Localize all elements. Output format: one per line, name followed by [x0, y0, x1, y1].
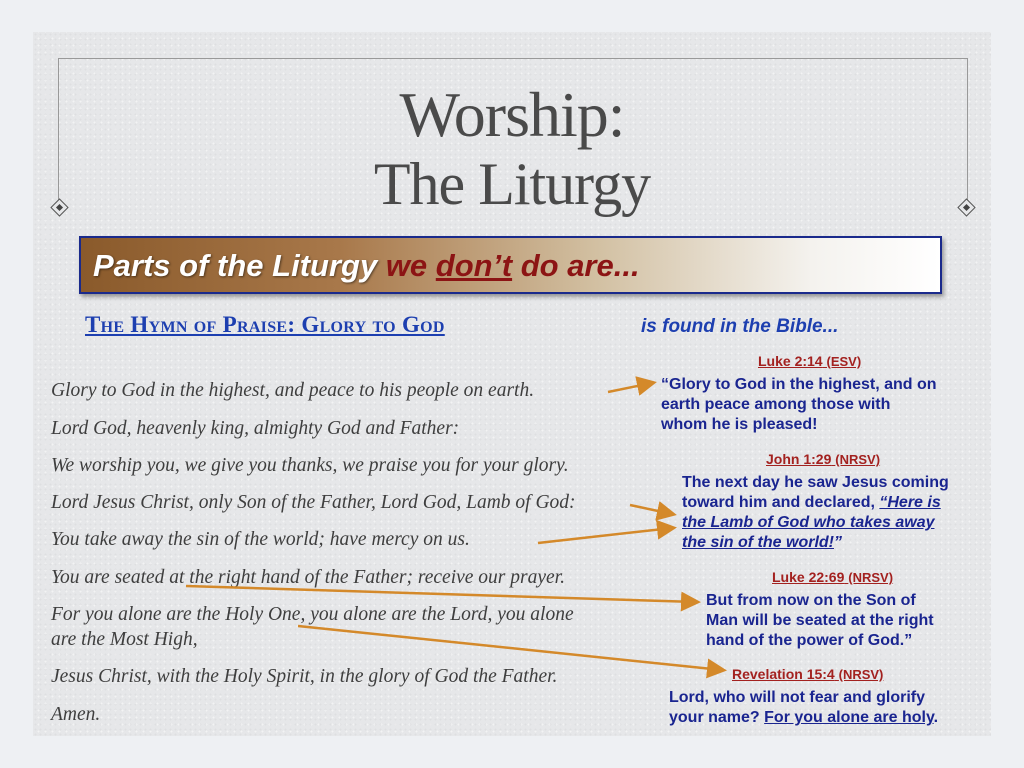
arrow-seated-to-luke: [186, 586, 696, 602]
quote-line: The next day he saw Jesus coming: [682, 474, 949, 491]
hymn-line: Jesus Christ, with the Holy Spirit, in the glory of God the Father.: [51, 666, 558, 687]
hymn-line: We worship you, we give you thanks, we praise you for your glory.: [51, 455, 569, 476]
quote-line: the Lamb of God who takes away: [682, 514, 935, 531]
hymn-line: Lord God, heavenly king, almighty God and Father:: [51, 418, 460, 439]
banner-part-b: we: [385, 248, 436, 283]
hymn-title: The Hymn of Praise: Glory to God: [85, 312, 445, 337]
ref-name: Revelation 15:4: [732, 666, 835, 682]
quote-line: hand of the power of God.”: [706, 632, 913, 649]
quote-line: But from now on the Son of: [706, 592, 916, 609]
title-line-1: Worship:: [399, 79, 625, 150]
hymn-line: You are seated at the right hand of the Father; receive our prayer.: [51, 567, 565, 588]
quote-emphasis: the sin of the world!: [682, 534, 834, 551]
hymn-line: For you alone are the Holy One, you alone are the Lord, you alone: [51, 604, 574, 625]
ref-name: Luke 2:14: [758, 353, 823, 369]
quote-line: Lord, who will not fear and glorify: [669, 689, 925, 706]
hymn-line: Amen.: [51, 704, 101, 725]
banner-part-d: do are...: [512, 248, 640, 283]
quote-line: Man will be seated at the right: [706, 612, 934, 629]
quote-text: .: [933, 709, 939, 726]
ref-version: (NRSV): [848, 570, 894, 585]
bible-heading: is found in the Bible...: [641, 316, 839, 337]
ref-version: (NRSV): [835, 452, 881, 467]
ref-version: (ESV): [826, 354, 862, 369]
arrow-sin-to-john: [538, 528, 672, 543]
ref-name: John 1:29: [766, 451, 832, 467]
quote-text: your name?: [669, 709, 765, 726]
hymn-line: are the Most High,: [51, 629, 198, 650]
arrow-lamb-to-john: [630, 505, 672, 514]
banner-part-c: don’t: [435, 248, 513, 283]
quote-line: whom he is pleased!: [661, 416, 818, 433]
hymn-line: Glory to God in the highest, and peace to his people on earth.: [51, 380, 535, 401]
ref-name: Luke 22:69: [772, 569, 845, 585]
quote-emphasis: “Here is: [879, 494, 941, 511]
hymn-line: You take away the sin of the world; have mercy on us.: [51, 529, 470, 550]
title-line-2: The Liturgy: [373, 151, 651, 217]
quote-text: toward him and declared,: [682, 494, 880, 511]
banner-part-a: Parts of the Liturgy: [93, 248, 386, 283]
arrow-holy-to-revelation: [298, 626, 722, 670]
ref-version: (NRSV): [838, 667, 884, 682]
quote-close: ”: [834, 534, 842, 551]
quote-line: earth peace among those with: [661, 396, 891, 413]
hymn-line: Lord Jesus Christ, only Son of the Father, Lord God, Lamb of God:: [51, 492, 576, 513]
quote-line: “Glory to God in the highest, and on: [661, 376, 937, 393]
quote-emphasis: For you alone are holy: [764, 709, 934, 726]
arrow-glory-to-luke: [608, 383, 652, 392]
